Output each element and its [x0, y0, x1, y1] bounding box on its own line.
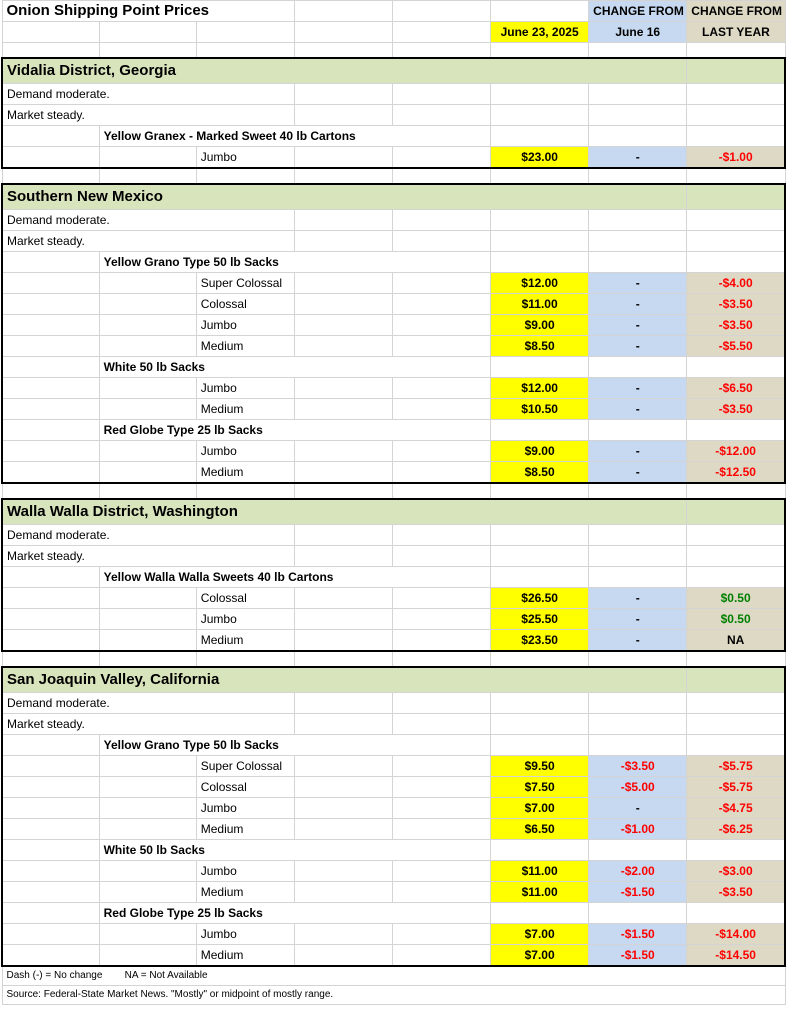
size-label: Jumbo [196, 315, 294, 336]
product-row [2, 735, 785, 756]
change-week-cell: - [589, 588, 687, 609]
spacer-row [2, 483, 785, 499]
price-row [2, 315, 785, 336]
title-row [2, 1, 785, 22]
size-label: Jumbo [196, 798, 294, 819]
size-label: Super Colossal [196, 273, 294, 294]
price-row [2, 336, 785, 357]
price-cell: $7.50 [491, 777, 589, 798]
header-date: June 23, 2025 [491, 22, 589, 43]
product-name: Yellow Granex - Marked Sweet 40 lb Cartons [99, 126, 490, 147]
change-week-cell: -$5.00 [589, 777, 687, 798]
source-text: Source: Federal-State Market News. "Mostly" or midpoint of mostly range. [2, 986, 785, 1005]
price-row [2, 798, 785, 819]
demand-text: Demand moderate. [2, 693, 294, 714]
header-change-from-week: CHANGE FROM [589, 1, 687, 22]
size-label: Colossal [196, 777, 294, 798]
size-label: Super Colossal [196, 756, 294, 777]
size-label: Jumbo [196, 861, 294, 882]
price-cell: $7.00 [491, 924, 589, 945]
change-year-cell: $0.50 [687, 609, 785, 630]
price-row [2, 924, 785, 945]
price-cell: $11.00 [491, 861, 589, 882]
legend-text: Dash (-) = No change NA = Not Available [2, 966, 785, 986]
price-row [2, 945, 785, 967]
price-row [2, 462, 785, 484]
market-text: Market steady. [2, 231, 294, 252]
market-row [2, 546, 785, 567]
price-cell: $23.00 [491, 147, 589, 169]
price-cell: $11.00 [491, 882, 589, 903]
change-year-cell: -$3.50 [687, 399, 785, 420]
product-row [2, 840, 785, 861]
header-row [2, 22, 785, 43]
market-row [2, 105, 785, 126]
price-cell: $8.50 [491, 462, 589, 484]
price-cell: $9.50 [491, 756, 589, 777]
size-label: Colossal [196, 588, 294, 609]
product-name: Red Globe Type 25 lb Sacks [99, 420, 490, 441]
product-row [2, 567, 785, 588]
price-row [2, 777, 785, 798]
product-row [2, 420, 785, 441]
change-week-cell: - [589, 315, 687, 336]
size-label: Jumbo [196, 378, 294, 399]
header-change-from-year: CHANGE FROM [687, 1, 785, 22]
price-row [2, 882, 785, 903]
product-name: White 50 lb Sacks [99, 840, 490, 861]
price-row [2, 273, 785, 294]
product-row [2, 126, 785, 147]
price-cell: $12.00 [491, 273, 589, 294]
price-cell: $11.00 [491, 294, 589, 315]
size-label: Jumbo [196, 441, 294, 462]
demand-row [2, 693, 785, 714]
product-name: Yellow Grano Type 50 lb Sacks [99, 735, 490, 756]
change-year-cell: -$14.50 [687, 945, 785, 967]
region-title: Vidalia District, Georgia [2, 58, 687, 84]
product-name: Yellow Grano Type 50 lb Sacks [99, 252, 490, 273]
price-row [2, 294, 785, 315]
market-row [2, 231, 785, 252]
size-label: Medium [196, 945, 294, 967]
size-label: Jumbo [196, 609, 294, 630]
change-year-cell: -$5.75 [687, 777, 785, 798]
change-week-cell: - [589, 147, 687, 169]
price-row [2, 756, 785, 777]
demand-row [2, 210, 785, 231]
price-cell: $7.00 [491, 945, 589, 967]
change-week-cell: - [589, 630, 687, 652]
change-year-cell: $0.50 [687, 588, 785, 609]
price-row [2, 399, 785, 420]
product-row [2, 903, 785, 924]
region-row [2, 499, 785, 525]
change-year-cell: -$3.00 [687, 861, 785, 882]
change-week-cell: - [589, 798, 687, 819]
product-row [2, 252, 785, 273]
demand-text: Demand moderate. [2, 525, 294, 546]
size-label: Jumbo [196, 147, 294, 169]
legend-row [2, 966, 785, 986]
change-week-cell: - [589, 441, 687, 462]
region-row [2, 184, 785, 210]
change-year-cell: -$4.75 [687, 798, 785, 819]
change-week-cell: - [589, 609, 687, 630]
change-week-cell: -$1.50 [589, 882, 687, 903]
price-row [2, 861, 785, 882]
region-row [2, 667, 785, 693]
header-week: June 16 [589, 22, 687, 43]
market-text: Market steady. [2, 546, 294, 567]
change-year-cell: NA [687, 630, 785, 652]
price-cell: $12.00 [491, 378, 589, 399]
change-week-cell: -$1.50 [589, 945, 687, 967]
price-table [1, 0, 786, 1005]
size-label: Colossal [196, 294, 294, 315]
header-last-year: LAST YEAR [687, 22, 785, 43]
product-name: Red Globe Type 25 lb Sacks [99, 903, 490, 924]
size-label: Medium [196, 630, 294, 652]
price-row [2, 441, 785, 462]
price-row [2, 819, 785, 840]
region-title: Southern New Mexico [2, 184, 687, 210]
change-week-cell: - [589, 273, 687, 294]
size-label: Medium [196, 462, 294, 484]
price-cell: $26.50 [491, 588, 589, 609]
size-label: Jumbo [196, 924, 294, 945]
region-row [2, 58, 785, 84]
change-week-cell: -$1.00 [589, 819, 687, 840]
size-label: Medium [196, 399, 294, 420]
price-row [2, 378, 785, 399]
change-week-cell: - [589, 399, 687, 420]
price-cell: $8.50 [491, 336, 589, 357]
spacer-row [2, 43, 785, 59]
product-name: White 50 lb Sacks [99, 357, 490, 378]
change-week-cell: -$3.50 [589, 756, 687, 777]
change-year-cell: -$3.50 [687, 882, 785, 903]
price-cell: $7.00 [491, 798, 589, 819]
change-year-cell: -$12.50 [687, 462, 785, 484]
price-cell: $6.50 [491, 819, 589, 840]
change-week-cell: - [589, 294, 687, 315]
price-cell: $10.50 [491, 399, 589, 420]
change-year-cell: -$14.00 [687, 924, 785, 945]
region-title: Walla Walla District, Washington [2, 499, 687, 525]
price-row [2, 630, 785, 652]
size-label: Medium [196, 336, 294, 357]
change-year-cell: -$3.50 [687, 315, 785, 336]
spacer-row [2, 651, 785, 667]
price-row [2, 147, 785, 169]
price-row [2, 588, 785, 609]
change-year-cell: -$6.50 [687, 378, 785, 399]
price-cell: $9.00 [491, 315, 589, 336]
price-cell: $9.00 [491, 441, 589, 462]
size-label: Medium [196, 819, 294, 840]
source-row [2, 986, 785, 1005]
product-name: Yellow Walla Walla Sweets 40 lb Cartons [99, 567, 490, 588]
region-title: San Joaquin Valley, California [2, 667, 687, 693]
demand-row [2, 84, 785, 105]
change-week-cell: - [589, 378, 687, 399]
change-week-cell: -$1.50 [589, 924, 687, 945]
change-year-cell: -$5.50 [687, 336, 785, 357]
market-text: Market steady. [2, 714, 294, 735]
change-week-cell: - [589, 462, 687, 484]
change-year-cell: -$3.50 [687, 294, 785, 315]
demand-row [2, 525, 785, 546]
change-week-cell: -$2.00 [589, 861, 687, 882]
price-row [2, 609, 785, 630]
price-cell: $25.50 [491, 609, 589, 630]
product-row [2, 357, 785, 378]
demand-text: Demand moderate. [2, 210, 294, 231]
page-title: Onion Shipping Point Prices [2, 1, 294, 22]
change-year-cell: -$5.75 [687, 756, 785, 777]
size-label: Medium [196, 882, 294, 903]
market-row [2, 714, 785, 735]
change-year-cell: -$12.00 [687, 441, 785, 462]
demand-text: Demand moderate. [2, 84, 294, 105]
change-year-cell: -$4.00 [687, 273, 785, 294]
price-cell: $23.50 [491, 630, 589, 652]
market-text: Market steady. [2, 105, 294, 126]
spacer-row [2, 168, 785, 184]
change-year-cell: -$6.25 [687, 819, 785, 840]
change-year-cell: -$1.00 [687, 147, 785, 169]
change-week-cell: - [589, 336, 687, 357]
